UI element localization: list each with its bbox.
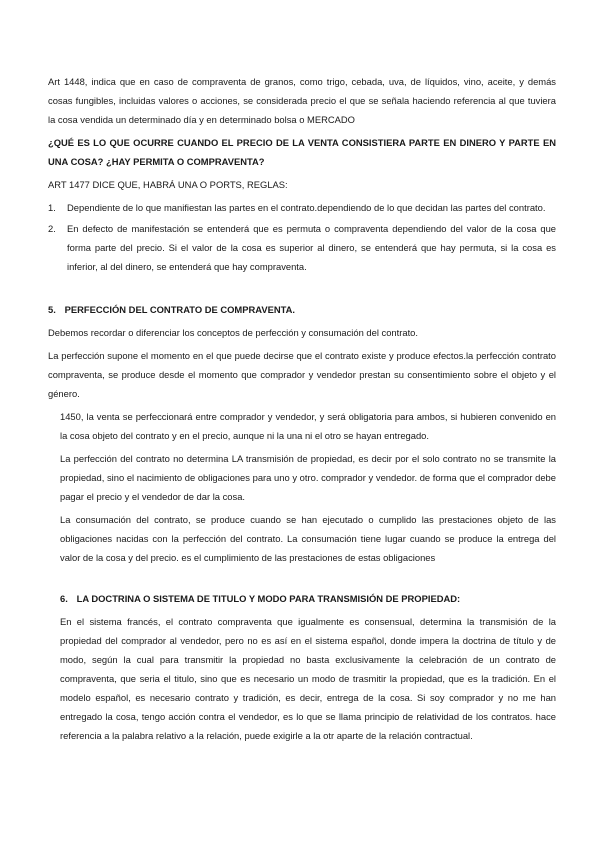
list-item-text: En defecto de manifestación se entenderá que es permuta o compraventa dependiendo del valor de la cosa que forma parte del precio. Si el valor de la cosa es superior al dinero, se entenderá que hay permuta, si la cosa es inferior, al del dinero, se entenderá que hay compraventa.	[67, 223, 556, 272]
section-5-title-text: PERFECCIÓN DEL CONTRATO DE COMPRAVENTA.	[64, 304, 295, 315]
section-5-number: 5.	[48, 304, 56, 315]
section-5-paragraph-5: La consumación del contrato, se produce cuando se han ejecutado o cumplido las prestaciones objeto de las obligaciones nacidas con la perfección del contrato. La consumación tiene lugar cuando se produce la entrega del valor de la cosa y del precio. es el cumplimiento de las prestaciones de estas obligaciones	[60, 514, 556, 563]
section-6-number: 6.	[60, 593, 68, 604]
list-item-number: 1.	[48, 202, 56, 213]
rules-list	[48, 198, 556, 276]
paragraph-art-1448: Art 1448, indica que en caso de compraventa de granos, como trigo, cebada, uva, de líquidos, vino, aceite, y demás cosas fungibles, incluidas valores o acciones, se considerada precio el que se señala haciendo referencia al que tuviera la cosa vendida un determinado día y en determinado bolsa o MERCADO	[48, 76, 556, 125]
section-5-paragraph-1: Debemos recordar o diferenciar los conceptos de perfección y consumación del contrato.	[48, 327, 418, 338]
list-item-text: Dependiente de lo que manifiestan las partes en el contrato.dependiendo de lo que decidan las partes del contrato.	[67, 202, 546, 213]
section-5-paragraph-3: 1450, la venta se perfeccionará entre comprador y vendedor, y será obligatoria para ambos, si hubieren convenido en la cosa objeto del contrato y en el precio, aunque ni la una ni el otro se hayan entregado.	[60, 411, 556, 441]
list-item	[48, 198, 556, 217]
section-5-paragraph-2: La perfección supone el momento en el que puede decirse que el contrato existe y produce efectos.la perfección contrato compraventa, se produce desde el momento que comprador y vendedor prestan su consentimiento sobre el objeto y el género.	[48, 350, 556, 399]
paragraph-art-1477: ART 1477 DICE QUE, HABRÁ UNA O PORTS, REGLAS:	[48, 179, 288, 190]
section-6-paragraph-1: En el sistema francés, el contrato compraventa que igualmente es consensual, determina la transmisión de la propiedad del comprador al vendedor, pero no es así en el sistema español, donde impera la doctrina de título y de modo, según la cual para transmitir la propiedad no basta exclusivamente la celebración de un contrato de compraventa, que seria el titulo, sino que es necesario un modo de trasmitir la propiedad, que es la tradición. En el modelo español, es necesario contrato y tradición, es decir, entrega de la cosa. Si soy comprador y no me han entregado la cosa, tengo acción contra el vendedor, es lo que se llama principio de relatividad de los contratos. hace referencia a la palabra relativo a la relación, puede exigirle a la otr aparte de la relación contractual.	[60, 616, 556, 741]
section-6-title-text: LA DOCTRINA O SISTEMA DE TITULO Y MODO PARA TRANSMISIÓN DE PROPIEDAD:	[76, 593, 461, 604]
section-5-paragraph-4: La perfección del contrato no determina LA transmisión de propiedad, es decir por el solo contrato no se transmite la propiedad, sino el nacimiento de obligaciones para uno y otro. comprador y vendedor. de forma que el comprador debe pagar el precio y el vendedor de dar la cosa.	[60, 453, 556, 502]
list-item-number: 2.	[48, 223, 56, 234]
section-5-title	[48, 300, 556, 319]
list-item	[48, 219, 556, 276]
question-heading: ¿QUÉ ES LO QUE OCURRE CUANDO EL PRECIO DE LA VENTA CONSISTIERA PARTE EN DINERO Y PARTE EN UNA COSA? ¿HAY PERMITA O COMPRAVENTA?	[48, 137, 556, 167]
section-6-title	[48, 589, 556, 608]
